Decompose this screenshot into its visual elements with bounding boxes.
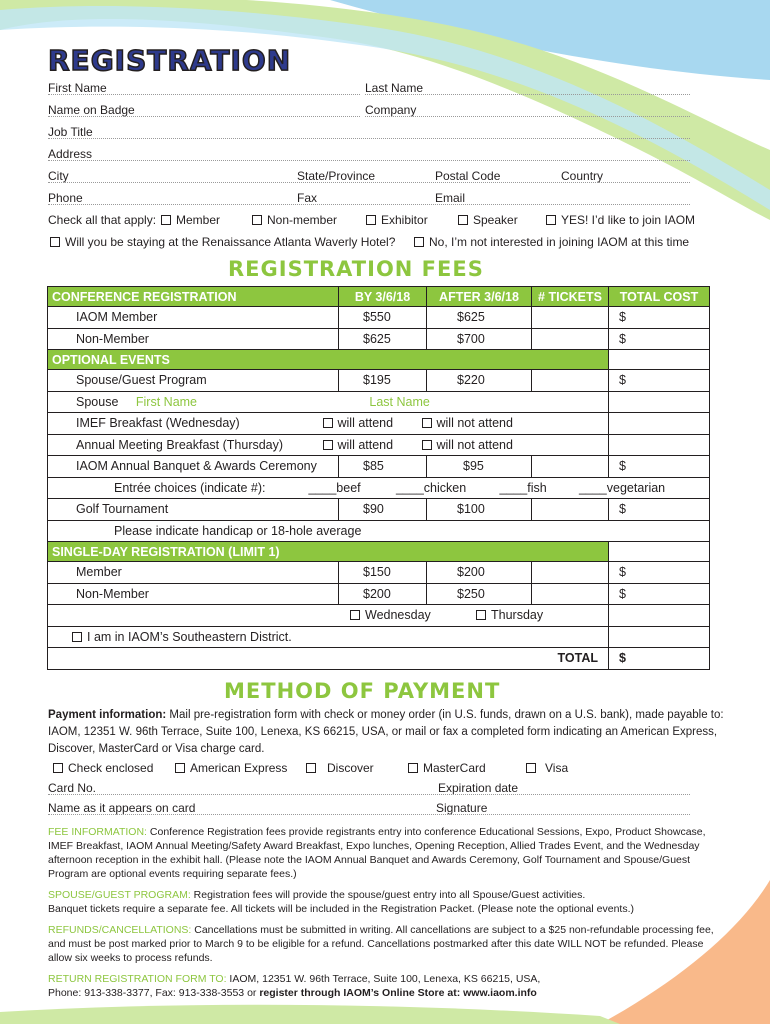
fax-label: Fax bbox=[297, 191, 318, 205]
table-row bbox=[48, 391, 710, 413]
refunds-paragraph bbox=[48, 923, 730, 965]
fee-information-text: Conference Registration fees provide registrants entry into conference Educational Sessions, Expo, Product Showcase, IMEF Breakfast, IAOM Annual Meeting/Safety Award Breakfast, Expo lunches, Opening Reception, Allied Trades Event, and the Wednesday afternoon reception in the exhibit hall. (Please note the IAOM Annual Banquet and Awards Ceremony, Golf Tournament and Spouse/Guest Program are optional events requiring separate fees.) bbox=[48, 826, 706, 880]
chicken-count-field[interactable]: ____chicken bbox=[395, 480, 467, 495]
day-choice-row bbox=[48, 605, 609, 627]
checkbox-icon[interactable] bbox=[161, 215, 171, 225]
job-title-field[interactable] bbox=[48, 138, 690, 139]
name-on-card-label: Name as it appears on card bbox=[48, 801, 196, 815]
spouse-last-name-field[interactable]: Last Name bbox=[369, 394, 430, 409]
checkbox-icon[interactable] bbox=[458, 215, 468, 225]
checkbox-icon[interactable] bbox=[422, 418, 432, 428]
price-by: $90 bbox=[339, 499, 427, 521]
not-join-label: No, I’m not interested in joining IAOM at this time bbox=[429, 235, 690, 249]
row-label: IAOM Annual Banquet & Awards Ceremony bbox=[48, 456, 339, 478]
table-row bbox=[48, 626, 710, 648]
spouse-first-name-field[interactable]: First Name bbox=[135, 394, 198, 409]
phone-fax-text: Phone: 913-338-3377, Fax: 913-338-3553 or bbox=[48, 987, 260, 999]
non-member-checkbox[interactable] bbox=[252, 213, 337, 227]
single-day-header: SINGLE-DAY REGISTRATION (LIMIT 1) bbox=[48, 542, 609, 562]
return-form-paragraph bbox=[48, 972, 730, 1000]
first-name-label: First Name bbox=[48, 81, 107, 95]
table-row bbox=[48, 583, 710, 605]
chicken-label: chicken bbox=[423, 480, 467, 495]
tickets-input[interactable] bbox=[532, 328, 609, 350]
phone-label: Phone bbox=[48, 191, 83, 205]
entree-label: Entrée choices (indicate #): bbox=[114, 480, 266, 495]
checkbox-icon[interactable] bbox=[323, 418, 333, 428]
checkbox-icon[interactable] bbox=[526, 763, 536, 773]
will-not-attend-label: will not attend bbox=[436, 437, 513, 452]
tickets-input[interactable] bbox=[532, 583, 609, 605]
address-label: Address bbox=[48, 147, 93, 161]
tickets-input[interactable] bbox=[532, 456, 609, 478]
grand-total-input[interactable]: $ bbox=[609, 648, 710, 670]
table-row bbox=[48, 520, 710, 542]
mastercard-label: MasterCard bbox=[423, 761, 486, 775]
blank-cell bbox=[609, 350, 710, 370]
join-iaom-option-label: YES! I’d like to join IAOM bbox=[561, 213, 696, 227]
checkbox-icon[interactable] bbox=[175, 763, 185, 773]
discover-label: Discover bbox=[327, 761, 374, 775]
checkbox-icon[interactable] bbox=[53, 763, 63, 773]
exhibitor-option-label: Exhibitor bbox=[381, 213, 428, 227]
join-iaom-checkbox[interactable] bbox=[546, 213, 695, 227]
row-label: IAOM Member bbox=[48, 307, 339, 329]
southeastern-label: I am in IAOM’s Southeastern District. bbox=[87, 629, 292, 644]
registration-title: REGISTRATION bbox=[48, 44, 292, 77]
last-name-field[interactable] bbox=[365, 94, 690, 95]
name-on-badge-label: Name on Badge bbox=[48, 103, 135, 117]
handicap-field[interactable]: Please indicate handicap or 18-hole average bbox=[48, 520, 710, 542]
fish-count-field[interactable]: ____fish bbox=[499, 480, 547, 495]
city-label: City bbox=[48, 169, 69, 183]
table-row bbox=[48, 477, 710, 499]
vegetarian-count-field[interactable]: ____vegetarian bbox=[578, 480, 666, 495]
price-by: $550 bbox=[339, 307, 427, 329]
annual-attend-options bbox=[339, 434, 609, 456]
price-after: $625 bbox=[427, 307, 532, 329]
wednesday-label: Wednesday bbox=[365, 608, 431, 623]
card-no-label: Card No. bbox=[48, 781, 97, 795]
spouse-name-row bbox=[48, 391, 609, 413]
payment-info-paragraph bbox=[48, 707, 730, 758]
checkbox-icon[interactable] bbox=[422, 440, 432, 450]
blank-cell bbox=[609, 626, 710, 648]
card-number-field[interactable] bbox=[48, 794, 690, 795]
checkbox-icon[interactable] bbox=[252, 215, 262, 225]
check-all-label: Check all that apply: bbox=[48, 213, 157, 227]
city-state-postal-country-field[interactable] bbox=[48, 182, 690, 183]
tickets-input[interactable] bbox=[532, 562, 609, 584]
tickets-input[interactable] bbox=[532, 499, 609, 521]
refunds-heading: REFUNDS/CANCELLATIONS: bbox=[48, 924, 192, 936]
imef-will-not-attend-checkbox[interactable] bbox=[422, 416, 513, 430]
row-label: Annual Meeting Breakfast (Thursday) bbox=[48, 434, 339, 456]
total-input[interactable]: $ bbox=[609, 583, 710, 605]
total-row bbox=[48, 648, 710, 670]
total-cost-header: TOTAL COST bbox=[609, 287, 710, 307]
method-of-payment-title: METHOD OF PAYMENT bbox=[224, 679, 501, 703]
visa-checkbox[interactable] bbox=[526, 761, 568, 775]
company-field[interactable] bbox=[365, 116, 690, 117]
blank-cell bbox=[609, 413, 710, 435]
table-row bbox=[48, 456, 710, 478]
check-enclosed-label: Check enclosed bbox=[68, 761, 154, 775]
discover-checkbox[interactable] bbox=[306, 761, 374, 775]
table-row bbox=[48, 605, 710, 627]
exhibitor-checkbox[interactable] bbox=[366, 213, 428, 227]
total-input[interactable]: $ bbox=[609, 456, 710, 478]
conference-registration-header: CONFERENCE REGISTRATION bbox=[48, 287, 339, 307]
price-after: $700 bbox=[427, 328, 532, 350]
total-input[interactable]: $ bbox=[609, 328, 710, 350]
refunds-text: Cancellations must be submitted in writing. All cancellations are subject to a $25 non-refundable processing fee, and must be post marked prior to March 9 to be eligible for a refund. Cancellations postmarked after this date WILL NOT be refunded. Please allow six weeks to process refunds. bbox=[48, 924, 714, 964]
spouse-guest-heading: SPOUSE/GUEST PROGRAM: bbox=[48, 889, 191, 901]
thursday-label: Thursday bbox=[491, 608, 544, 623]
table-row bbox=[48, 499, 710, 521]
will-attend-label: will attend bbox=[337, 437, 394, 452]
signature-label: Signature bbox=[436, 801, 488, 815]
checkbox-icon[interactable] bbox=[350, 610, 360, 620]
postal-label: Postal Code bbox=[435, 169, 501, 183]
expiration-label: Expiration date bbox=[438, 781, 519, 795]
table-row bbox=[48, 562, 710, 584]
fees-table bbox=[47, 286, 710, 670]
by-date-header: BY 3/6/18 bbox=[339, 287, 427, 307]
vegetarian-label: vegetarian bbox=[606, 480, 666, 495]
entree-row bbox=[48, 477, 710, 499]
checkbox-icon[interactable] bbox=[366, 215, 376, 225]
hotel-checkbox[interactable] bbox=[50, 235, 395, 249]
optional-events-header: OPTIONAL EVENTS bbox=[48, 350, 609, 370]
price-after: $220 bbox=[427, 370, 532, 392]
checkbox-icon[interactable] bbox=[323, 440, 333, 450]
thursday-checkbox[interactable] bbox=[476, 608, 543, 622]
checkbox-icon[interactable] bbox=[476, 610, 486, 620]
total-label: TOTAL bbox=[48, 648, 609, 670]
speaker-option-label: Speaker bbox=[473, 213, 518, 227]
beef-count-field[interactable]: ____beef bbox=[308, 480, 361, 495]
table-row bbox=[48, 370, 710, 392]
member-option-label: Member bbox=[176, 213, 221, 227]
price-after: $100 bbox=[427, 499, 532, 521]
state-label: State/Province bbox=[297, 169, 376, 183]
checkbox-icon[interactable] bbox=[72, 632, 82, 642]
price-by: $195 bbox=[339, 370, 427, 392]
company-label: Company bbox=[365, 103, 417, 117]
fee-information-heading: FEE INFORMATION: bbox=[48, 826, 147, 838]
name-on-badge-field[interactable] bbox=[48, 116, 360, 117]
spouse-guest-text-2: Banquet tickets require a separate fee. All tickets will be included in the Registration Packet. (Please note the optional events.) bbox=[48, 903, 635, 915]
price-by: $150 bbox=[339, 562, 427, 584]
row-label: Golf Tournament bbox=[48, 499, 339, 521]
annual-will-not-attend-checkbox[interactable] bbox=[422, 438, 513, 452]
total-input[interactable]: $ bbox=[609, 307, 710, 329]
address-field[interactable] bbox=[48, 160, 690, 161]
check-enclosed-checkbox[interactable] bbox=[53, 761, 153, 775]
blank-cell bbox=[609, 391, 710, 413]
registration-fees-title: REGISTRATION FEES bbox=[228, 257, 484, 281]
country-label: Country bbox=[561, 169, 604, 183]
job-title-label: Job Title bbox=[48, 125, 93, 139]
price-by: $625 bbox=[339, 328, 427, 350]
checkbox-icon[interactable] bbox=[306, 763, 316, 773]
total-input[interactable]: $ bbox=[609, 370, 710, 392]
return-form-heading: RETURN REGISTRATION FORM TO: bbox=[48, 973, 227, 985]
checkbox-icon[interactable] bbox=[546, 215, 556, 225]
blank-cell bbox=[609, 542, 710, 562]
checkbox-icon[interactable] bbox=[50, 237, 60, 247]
table-row bbox=[48, 434, 710, 456]
spouse-guest-paragraph bbox=[48, 888, 730, 916]
not-join-checkbox[interactable] bbox=[414, 235, 689, 249]
will-attend-label: will attend bbox=[337, 416, 394, 431]
total-input[interactable]: $ bbox=[609, 562, 710, 584]
table-row bbox=[48, 413, 710, 435]
fee-information-paragraph bbox=[48, 825, 730, 881]
amex-checkbox[interactable] bbox=[175, 761, 287, 775]
first-name-field[interactable] bbox=[48, 94, 360, 95]
price-after: $250 bbox=[427, 583, 532, 605]
member-checkbox[interactable] bbox=[161, 213, 220, 227]
phone-fax-email-field[interactable] bbox=[48, 204, 690, 205]
optional-events-header-row bbox=[48, 350, 710, 370]
beef-label: beef bbox=[336, 480, 361, 495]
tickets-input[interactable] bbox=[532, 307, 609, 329]
speaker-checkbox[interactable] bbox=[458, 213, 518, 227]
imef-will-attend-checkbox[interactable] bbox=[323, 416, 422, 430]
blank-cell bbox=[609, 605, 710, 627]
payment-info-label: Payment information: bbox=[48, 709, 167, 721]
mastercard-checkbox[interactable] bbox=[408, 761, 486, 775]
checkbox-icon[interactable] bbox=[414, 237, 424, 247]
price-after: $95 bbox=[427, 456, 532, 478]
table-row bbox=[48, 307, 710, 329]
price-by: $200 bbox=[339, 583, 427, 605]
tickets-header: # TICKETS bbox=[532, 287, 609, 307]
return-form-text: IAOM, 12351 W. 96th Terrace, Suite 100, Lenexa, KS 66215, USA, bbox=[226, 973, 541, 985]
amex-label: American Express bbox=[190, 761, 288, 775]
fish-label: fish bbox=[527, 480, 547, 495]
hotel-label: Will you be staying at the Renaissance Atlanta Waverly Hotel? bbox=[65, 235, 396, 249]
price-after: $200 bbox=[427, 562, 532, 584]
row-label: IMEF Breakfast (Wednesday) bbox=[48, 413, 339, 435]
price-by: $85 bbox=[339, 456, 427, 478]
will-not-attend-label: will not attend bbox=[436, 416, 513, 431]
table-row bbox=[48, 328, 710, 350]
row-label: Non-Member bbox=[48, 583, 339, 605]
blank-cell bbox=[609, 434, 710, 456]
conference-header-row bbox=[48, 287, 710, 307]
online-store-link[interactable]: register through IAOM’s Online Store at: www.iaom.info bbox=[259, 987, 537, 999]
row-label: Spouse/Guest Program bbox=[48, 370, 339, 392]
checkbox-icon[interactable] bbox=[408, 763, 418, 773]
row-label: Non-Member bbox=[48, 328, 339, 350]
email-label: Email bbox=[435, 191, 466, 205]
visa-label: Visa bbox=[545, 761, 569, 775]
tickets-input[interactable] bbox=[532, 370, 609, 392]
wednesday-checkbox[interactable] bbox=[350, 608, 476, 622]
southeastern-checkbox[interactable] bbox=[48, 626, 609, 648]
imef-attend-options bbox=[339, 413, 609, 435]
single-day-header-row bbox=[48, 542, 710, 562]
spouse-label: Spouse bbox=[76, 394, 119, 409]
annual-will-attend-checkbox[interactable] bbox=[323, 438, 422, 452]
after-date-header: AFTER 3/6/18 bbox=[427, 287, 532, 307]
row-label: Member bbox=[48, 562, 339, 584]
name-signature-field[interactable] bbox=[48, 814, 690, 815]
spouse-guest-text: Registration fees will provide the spouse/guest entry into all Spouse/Guest activities. bbox=[190, 889, 586, 901]
last-name-label: Last Name bbox=[365, 81, 424, 95]
total-input[interactable]: $ bbox=[609, 499, 710, 521]
non-member-option-label: Non-member bbox=[267, 213, 338, 227]
payment-info-text: Mail pre-registration form with check or money order (in U.S. funds, drawn on a U.S. bank), made payable to: IAOM, 12351 W. 96th Terrace, Suite 100, Lenexa, KS 66215, USA, or mail or fax a completed form indicating an American Express, Discover, MasterCard or Visa charge card. bbox=[48, 709, 724, 755]
